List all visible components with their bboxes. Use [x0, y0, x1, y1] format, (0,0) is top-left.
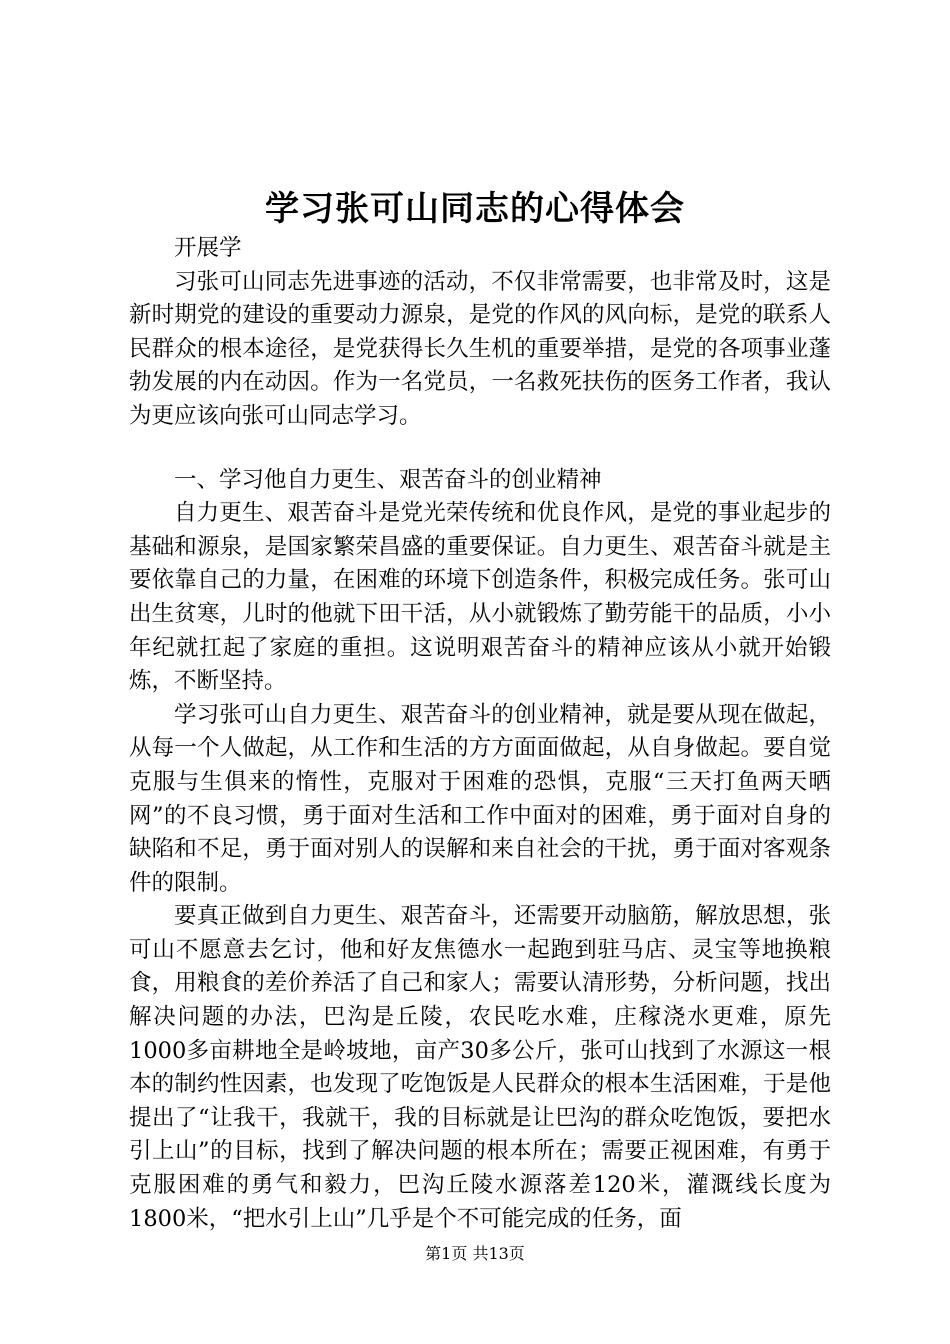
paragraph-intro: 习张可山同志先进事迹的活动，不仅非常需要，也非常及时，这是新时期党的建设的重要动力源泉，是党的作风的风向标，是党的联系人民群众的根本途径，是党获得长久生机的重要举措，是党的各项事业蓬勃发展的内在动因。作为一名党员，一名救死扶伤的医务工作者，我认为更应该向张可山同志学习。	[129, 268, 831, 429]
paragraph: 要真正做到自力更生、艰苦奋斗，还需要开动脑筋，解放思想，张可山不愿意去乞讨，他和好友焦德水一起跑到驻马店、灵宝等地换粮食，用粮食的差价养活了自己和家人；需要认清形势，分析问题，找出解决问题的办法，巴沟是丘陵，农民吃水难，庄稼浇水更难，原先1000多亩耕地全是岭坡地，亩产30多公斤，张可山找到了水源这一根本的制约性因素，也发现了吃饱饭是人民群众的根本生活困难，于是他提出了“让我干，我就干，我的目标就是让巴沟的群众吃饱饭，要把水引上山”的目标，找到了解决问题的根本所在；需要正视困难，有勇于克服困难的勇气和毅力，巴沟丘陵水源落差120米，灌溉线长度为1800米，“把水引上山”几乎是个不可能完成的任务，面	[129, 903, 831, 1232]
paragraph: 自力更生、艰苦奋斗是党光荣传统和优良作风，是党的事业起步的基础和源泉，是国家繁荣昌盛的重要保证。自力更生、艰苦奋斗就是主要依靠自己的力量，在困难的环境下创造条件，积极完成任务。张可山出生贫寒，儿时的他就下田干活，从小就锻炼了勤劳能干的品质，小小年纪就扛起了家庭的重担。这说明艰苦奋斗的精神应该从小就开始锻炼，不断坚持。	[129, 500, 831, 695]
paragraph-gap	[129, 434, 831, 464]
document-body	[129, 232, 831, 1236]
intro-fragment: 开展学	[174, 235, 242, 261]
page-footer: 第1页 共13页	[425, 1244, 525, 1263]
document-title: 学习张可山同志的心得体会	[265, 189, 685, 229]
paragraph: 学习张可山自力更生、艰苦奋斗的创业精神，就是要从现在做起，从每一个人做起，从工作和生活的方方面面做起，从自身做起。要自觉克服与生俱来的惰性，克服对于困难的恐惧，克服“三天打鱼两天晒网”的不良习惯，勇于面对生活和工作中面对的困难，勇于面对自身的缺陷和不足，勇于面对别人的误解和来自社会的干扰，勇于面对客观条件的限制。	[129, 701, 831, 896]
section-heading: 一、学习他自力更生、艰苦奋斗的创业精神	[174, 466, 602, 493]
